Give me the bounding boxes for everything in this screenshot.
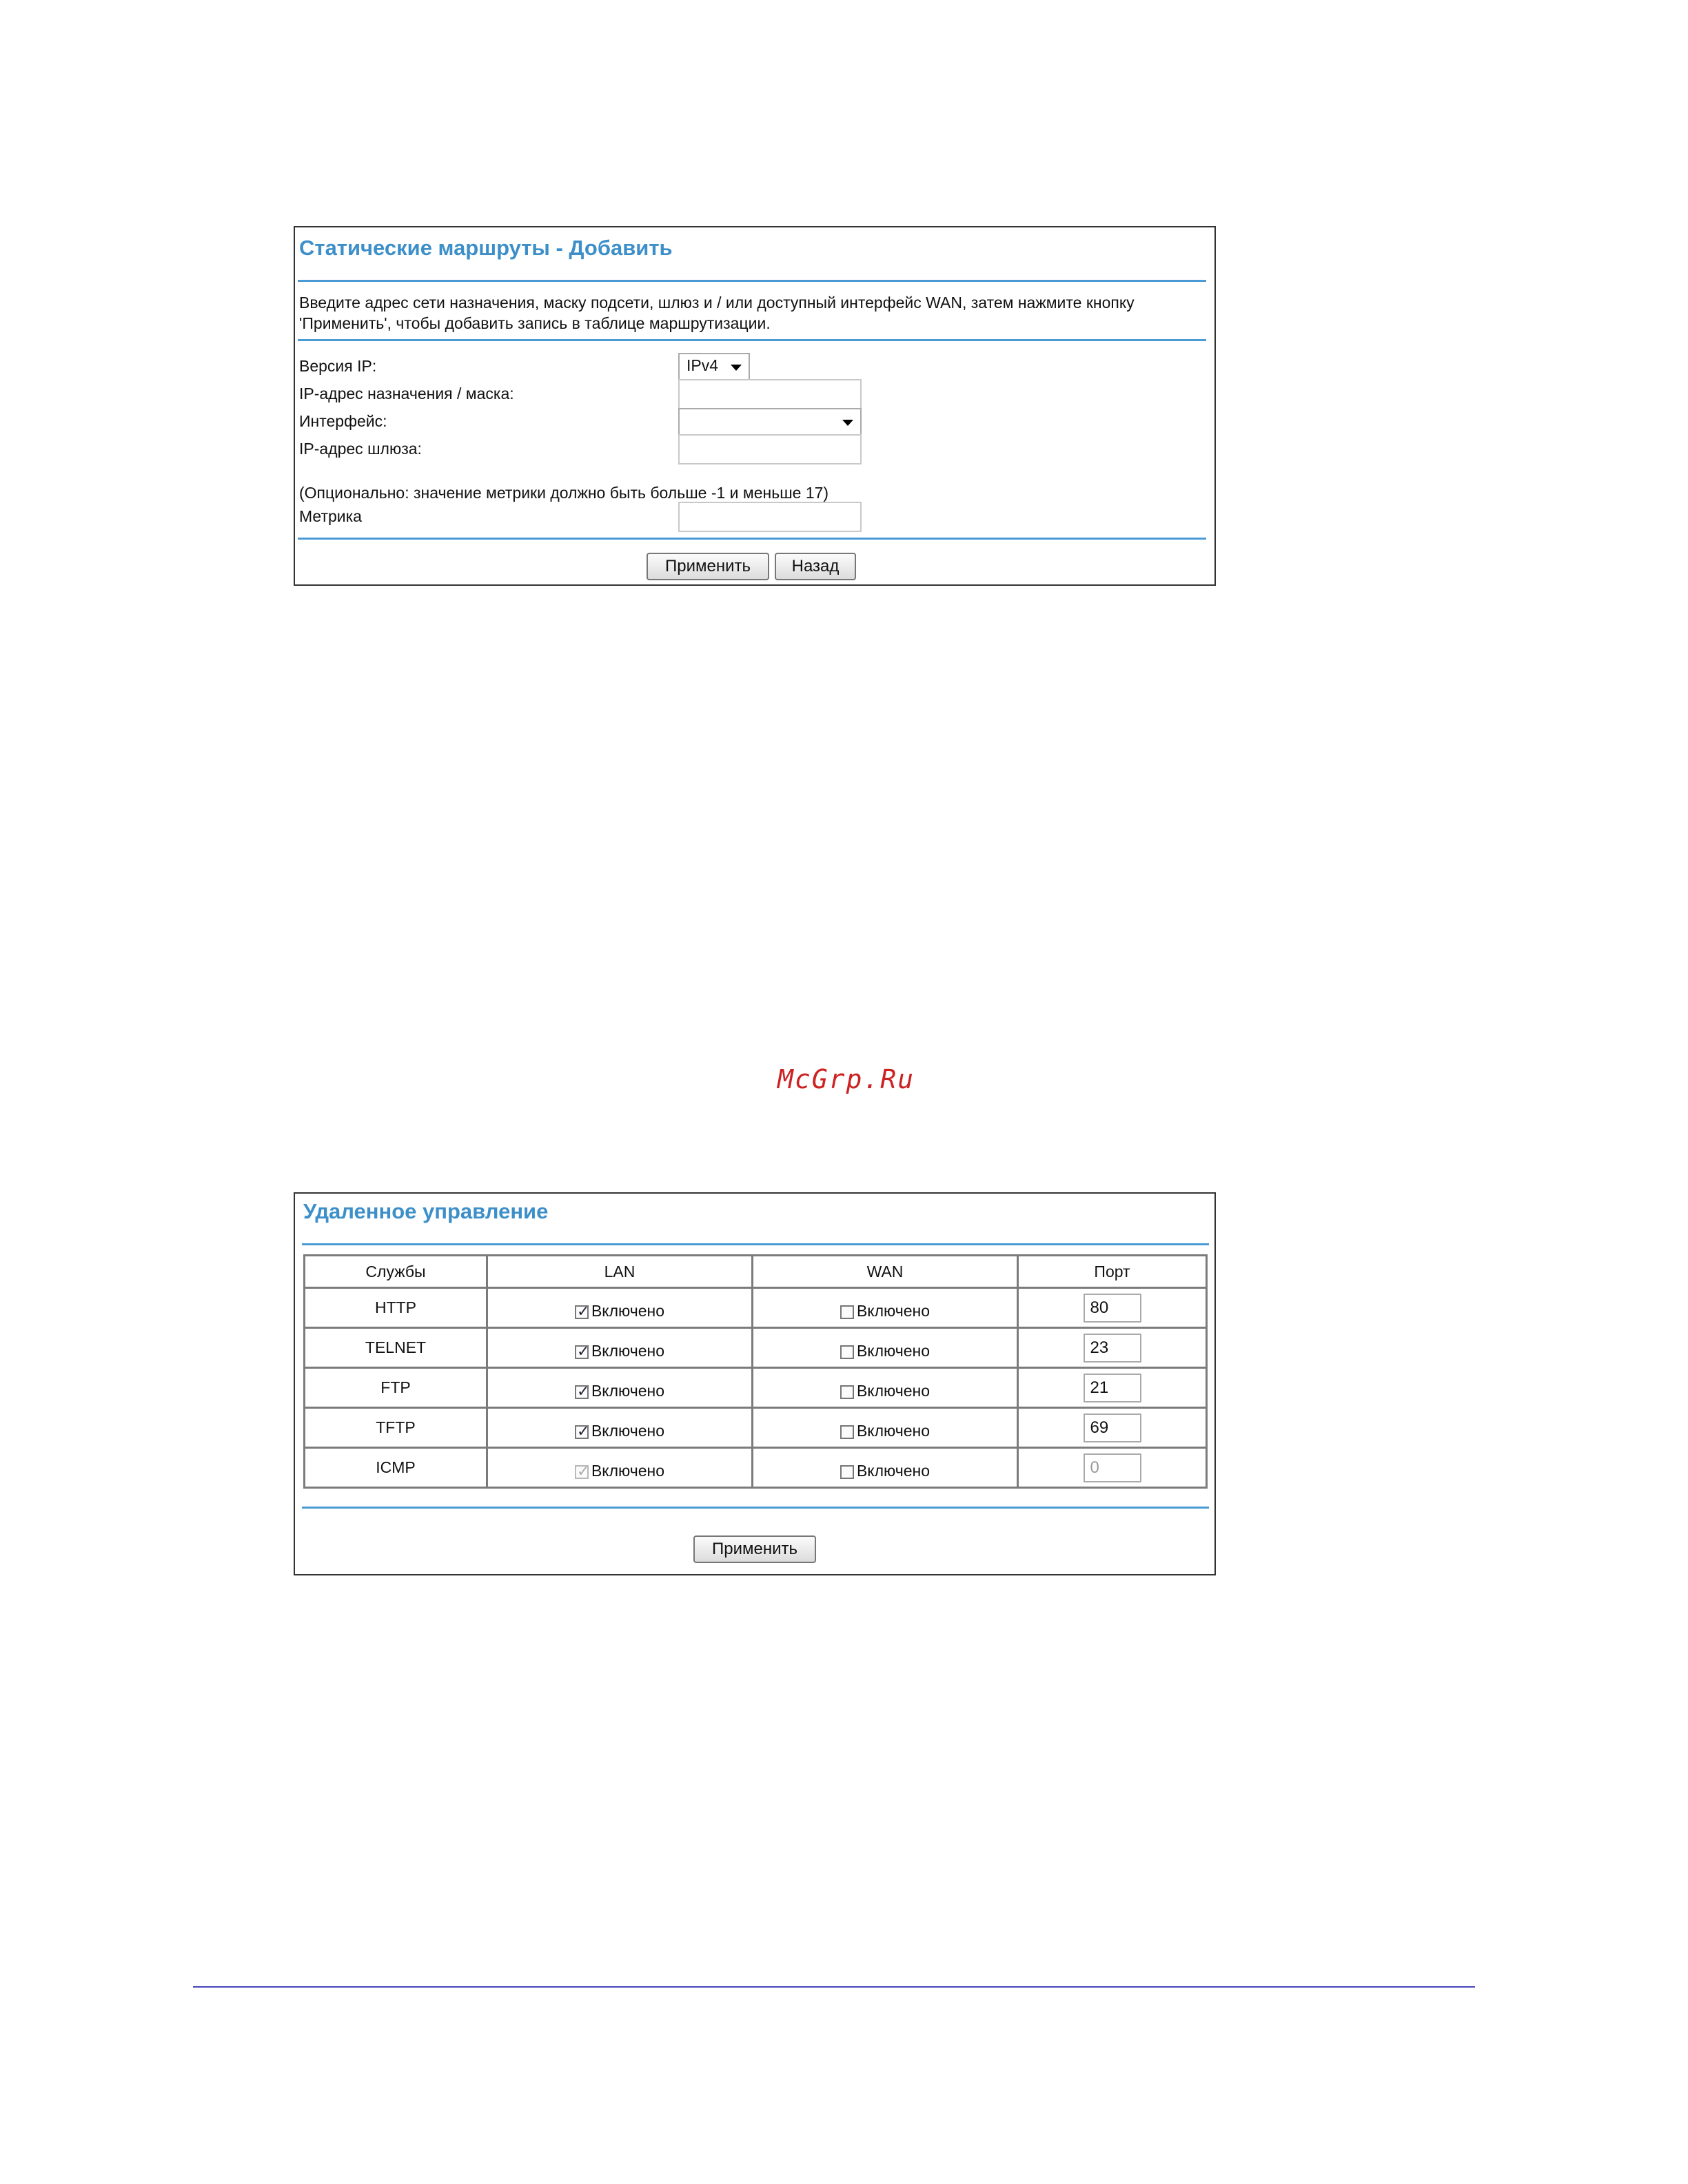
table-row [305, 1328, 1207, 1368]
lan-checkbox-group [575, 1462, 664, 1480]
wan-checkbox-group [840, 1462, 930, 1480]
lan-enable-checkbox[interactable] [575, 1305, 589, 1319]
remote-apply-button[interactable]: Применить [693, 1535, 816, 1563]
table-row [305, 1368, 1207, 1408]
port-cell [1018, 1328, 1207, 1368]
lan-cell [487, 1328, 753, 1368]
col-header-lan: LAN [487, 1256, 753, 1288]
wan-cell [753, 1368, 1018, 1408]
static-routes-title: Статические маршруты - Добавить [299, 236, 673, 260]
watermark-text: McGrp.Ru [777, 1064, 915, 1094]
lan-checkbox-group [575, 1382, 664, 1400]
wan-enable-checkbox[interactable] [840, 1345, 854, 1359]
metric-label: Метрика [299, 507, 362, 525]
lan-enable-checkbox[interactable] [575, 1385, 589, 1399]
title-divider [302, 1243, 1209, 1245]
table-header-row [305, 1256, 1207, 1288]
gateway-label: IP-адрес шлюза: [299, 440, 422, 458]
remote-services-table [303, 1254, 1208, 1489]
port-input[interactable]: 23 [1084, 1334, 1141, 1363]
port-cell [1018, 1448, 1207, 1488]
wan-checkbox-group [840, 1302, 930, 1320]
apply-button[interactable]: Применить [647, 553, 769, 580]
wan-cell [753, 1328, 1018, 1368]
lan-cell [487, 1288, 753, 1328]
lan-checkbox-group [575, 1342, 664, 1360]
service-name-cell: TELNET [305, 1328, 487, 1368]
wan-enable-label: Включено [856, 1342, 931, 1360]
wan-checkbox-group [840, 1422, 930, 1440]
chevron-down-icon [731, 365, 742, 371]
static-routes-panel [294, 226, 1216, 586]
lan-cell [487, 1368, 753, 1408]
lan-checkbox-group [575, 1302, 664, 1320]
col-header-port: Порт [1018, 1256, 1207, 1288]
port-cell [1018, 1288, 1207, 1328]
lan-enable-checkbox[interactable] [575, 1425, 589, 1439]
wan-enable-checkbox[interactable] [840, 1385, 854, 1399]
lan-enable-label: Включено [591, 1342, 665, 1360]
lan-enable-checkbox [575, 1465, 589, 1479]
ip-version-value: IPv4 [687, 356, 719, 374]
wan-checkbox-group [840, 1342, 930, 1360]
port-cell [1018, 1408, 1207, 1448]
col-header-wan: WAN [753, 1256, 1018, 1288]
port-input[interactable]: 69 [1084, 1414, 1141, 1442]
metric-note: (Опционально: значение метрики должно быть больше -1 и меньше 17) [299, 484, 829, 502]
port-input: 0 [1084, 1453, 1141, 1482]
port-input[interactable]: 21 [1084, 1374, 1141, 1402]
wan-enable-label: Включено [856, 1302, 931, 1320]
wan-enable-checkbox[interactable] [840, 1305, 854, 1319]
remote-management-panel [294, 1192, 1216, 1575]
back-button[interactable]: Назад [775, 553, 856, 580]
lan-cell [487, 1448, 753, 1488]
chevron-down-icon [842, 420, 853, 426]
intro-text-line1: Введите адрес сети назначения, маску подсети, шлюз и / или доступный интерфейс WAN, затем нажмите кнопку [299, 294, 1135, 312]
lan-enable-label: Включено [591, 1422, 665, 1440]
wan-cell [753, 1448, 1018, 1488]
wan-cell [753, 1408, 1018, 1448]
port-cell [1018, 1368, 1207, 1408]
ip-version-select[interactable] [678, 353, 750, 380]
gateway-input[interactable] [678, 434, 862, 465]
lan-cell [487, 1408, 753, 1448]
form-divider [298, 538, 1206, 540]
wan-cell [753, 1288, 1018, 1328]
service-name-cell: TFTP [305, 1408, 487, 1448]
title-divider [298, 280, 1206, 282]
table-row [305, 1408, 1207, 1448]
wan-enable-label: Включено [856, 1462, 931, 1480]
footer-rule [193, 1986, 1475, 1988]
intro-divider [298, 339, 1206, 341]
wan-enable-label: Включено [856, 1382, 931, 1400]
remote-management-title: Удаленное управление [303, 1199, 549, 1223]
wan-checkbox-group [840, 1382, 930, 1400]
ip-version-label: Версия IP: [299, 357, 377, 375]
interface-select[interactable] [678, 408, 862, 436]
metric-input[interactable] [678, 502, 862, 532]
dest-address-label: IP-адрес назначения / маска: [299, 385, 514, 402]
table-row [305, 1448, 1207, 1488]
intro-text-line2: 'Применить', чтобы добавить запись в таблице маршрутизации. [299, 314, 771, 332]
lan-enable-label: Включено [591, 1382, 665, 1400]
port-input[interactable]: 80 [1084, 1294, 1141, 1323]
table-divider [302, 1507, 1209, 1509]
lan-checkbox-group [575, 1422, 664, 1440]
interface-label: Интерфейс: [299, 412, 387, 430]
service-name-cell: ICMP [305, 1448, 487, 1488]
col-header-services: Службы [305, 1256, 487, 1288]
wan-enable-checkbox[interactable] [840, 1465, 854, 1479]
dest-address-input[interactable] [678, 379, 862, 409]
wan-enable-checkbox[interactable] [840, 1425, 854, 1439]
lan-enable-label: Включено [591, 1302, 665, 1320]
lan-enable-checkbox[interactable] [575, 1345, 589, 1359]
wan-enable-label: Включено [856, 1422, 931, 1440]
table-row [305, 1288, 1207, 1328]
lan-enable-label: Включено [591, 1462, 665, 1480]
service-name-cell: HTTP [305, 1288, 487, 1328]
service-name-cell: FTP [305, 1368, 487, 1408]
